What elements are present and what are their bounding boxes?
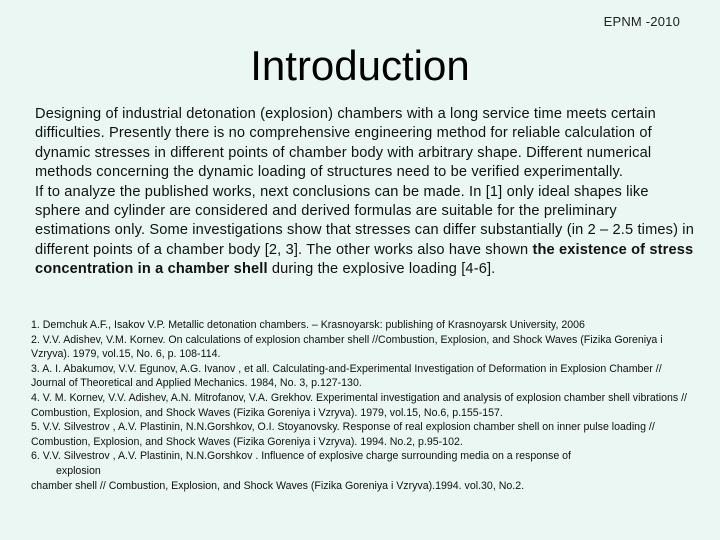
reference-item-continuation: explosion: [56, 464, 101, 477]
reference-item: 3. A. I. Abakumov, V.V. Egunov, A.G. Ivanov , et all. Calculating-and-Experimental Investigation of Deformation in Explosion Chamber // Journal of Theoretical and Applied Mechanics. 1984, No. 3, p.127-130.: [31, 362, 662, 390]
reference-item: 5. V.V. Silvestrov , A.V. Plastinin, N.N.Gorshkov, O.I. Stoyanovsky. Response of real explosion chamber shell on inner pulse loading // Combustion, Explosion, and Shock Waves (Fizika Goreniya i Vzryva). 1994. No.2, p.95-102.: [31, 421, 655, 448]
references-list: [31, 318, 699, 493]
body-paragraph-2-end: during the explosive loading [4-6].: [267, 261, 496, 278]
body-paragraph-2-start: If to analyze the published works, next conclusions can be made. In [1] only ideal shapes like sphere and cylinder are considered and derived formulas are suitable for the preliminary estimations only. Some investigations show that stresses can differ substantially (in 2 – 2.5 times) in different points of a chamber body [2, 3]. The other works also have shown: [35, 183, 694, 258]
body-text: [35, 105, 695, 280]
body-paragraph-1: Designing of industrial detonation (explosion) chambers with a long service time meets certain difficulties. Presently there is no comprehensive engineering method for reliable calculation of dynamic stresses in different points of chamber body with arbitrary shape. Different numerical methods concerning the dynamic loading of structures need to be verified experimentally.: [35, 106, 656, 181]
reference-item: 6. V.V. Silvestrov , A.V. Plastinin, N.N.Gorshkov . Influence of explosive charge surrounding media on a response of: [31, 450, 571, 463]
body-paragraph-2: [35, 183, 695, 280]
body-paragraph-2-emphasis: the existence of stress concentration in a chamber shell: [35, 241, 694, 278]
page-title: Introduction: [250, 42, 470, 89]
reference-item-continuation: chamber shell // Combustion, Explosion, and Shock Waves (Fizika Goreniya i Vzryva).1994. vol.30, No.2.: [31, 479, 525, 492]
reference-item: 2. V.V. Adishev, V.M. Kornev. On calculations of explosion chamber shell //Combustion, Explosion, and Shock Waves (Fizika Goreniya i Vzryva). 1979, vol.15, No. 6, p. 108-114.: [31, 333, 663, 361]
conference-tag: EPNM -2010: [603, 14, 680, 29]
reference-item: 1. Demchuk A.F., Isakov V.P. Metallic detonation chambers. – Krasnoyarsk: publishing of Krasnoyarsk University, 2006: [31, 319, 585, 331]
reference-item: 4. V. M. Kornev, V.V. Adishev, A.N. Mitrofanov, V.A. Grekhov. Experimental investigation and analysis of explosion chamber shell vibrations // Combustion, Explosion, and Shock Waves (Fizika Goreniya i Vzryva). 1979, vol.15, No.6, p.155-157.: [31, 391, 687, 419]
